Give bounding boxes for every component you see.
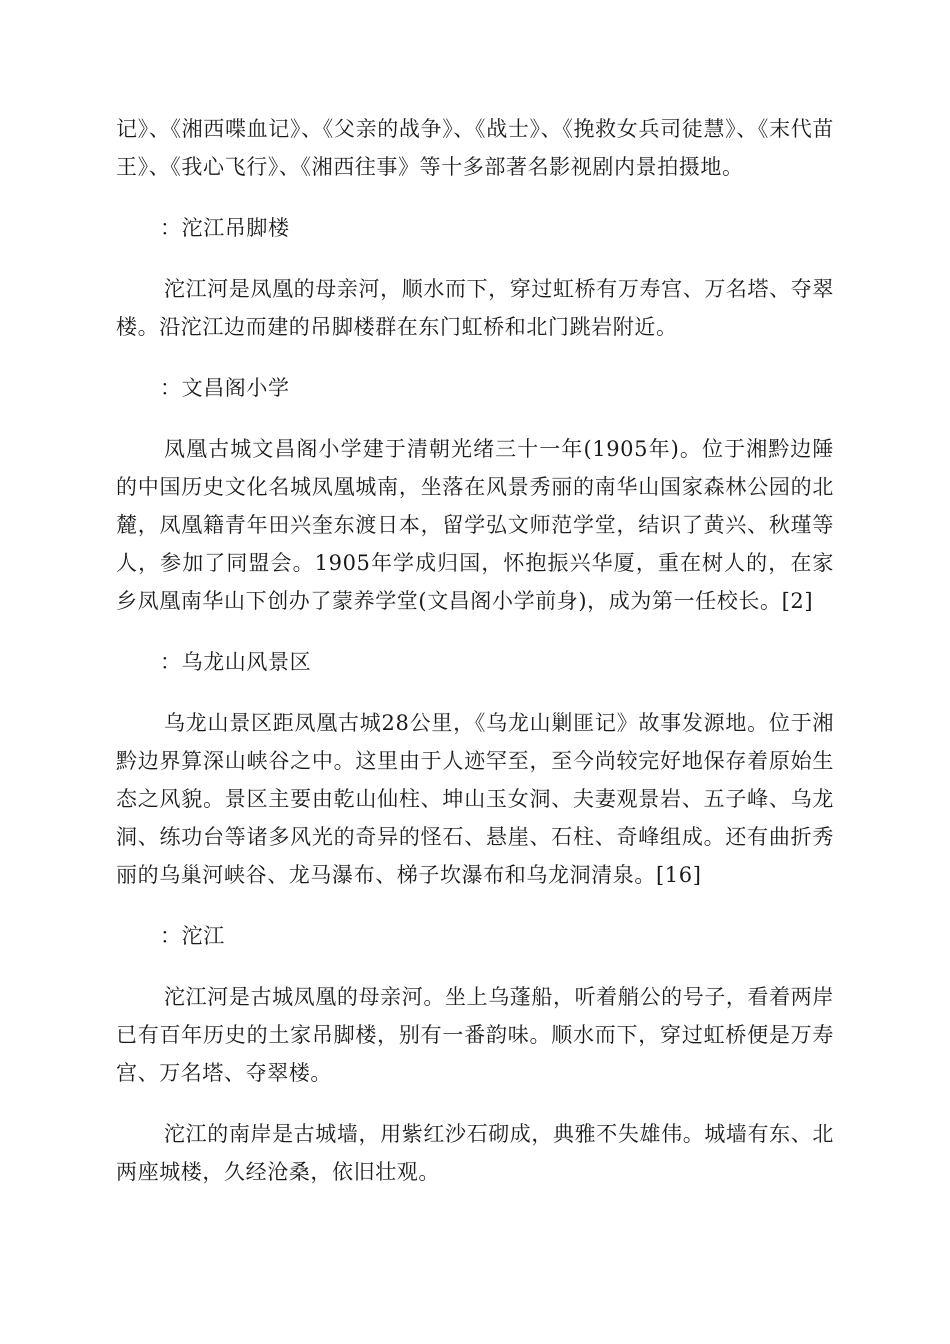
document-body bbox=[116, 110, 834, 1214]
section-heading-tuojiang-stilt-houses: ：沱江吊脚楼 bbox=[160, 216, 290, 240]
section-heading-tuojiang: ：沱江 bbox=[160, 924, 225, 948]
paragraph-wulongshan: 乌龙山景区距凤凰古城28公里，《乌龙山剿匪记》故事发源地。位于湘黔边界算深山峡谷之中。这里由于人迹罕至，至今尚较完好地保存着原始生态之风貌。景区主要由乾山仙柱、坤山玉女洞、夫妻观景岩、五子峰、乌龙洞、练功台等诸多风光的奇异的怪石、悬崖、石柱、奇峰组成。还有曲折秀丽的乌巢河峡谷、龙马瀑布、梯子坎瀑布和乌龙洞清泉。[16] bbox=[116, 711, 834, 887]
paragraph-tuojiang-river: 沱江河是古城凤凰的母亲河。坐上乌蓬船，听着艄公的号子，看着两岸已有百年历史的土家吊脚楼，别有一番韵味。顺水而下，穿过虹桥便是万寿宫、万名塔、夺翠楼。 bbox=[116, 985, 834, 1085]
paragraph-tuojiang-city-wall: 沱江的南岸是古城墙，用紫红沙石砌成，典雅不失雄伟。城墙有东、北两座城楼，久经沧桑，依旧壮观。 bbox=[116, 1122, 834, 1184]
section-heading-wenchangge-school: ：文昌阁小学 bbox=[160, 376, 290, 400]
section-heading-wulongshan: ：乌龙山风景区 bbox=[160, 650, 312, 674]
paragraph-tuojiang-stilt-houses: 沱江河是凤凰的母亲河，顺水而下，穿过虹桥有万寿宫、万名塔、夺翠楼。沿沱江边而建的吊脚楼群在东门虹桥和北门跳岩附近。 bbox=[116, 277, 834, 339]
paragraph-wenchangge-school: 凤凰古城文昌阁小学建于清朝光绪三十一年(1905年)。位于湘黔边陲的中国历史文化名城凤凰城南，坐落在风景秀丽的南华山国家森林公园的北麓，凤凰籍青年田兴奎东渡日本，留学弘文师范学堂，结识了黄兴、秋瑾等人，参加了同盟会。1905年学成归国，怀抱振兴华厦，重在树人的，在家乡凤凰南华山下创办了蒙养学堂(文昌阁小学前身)，成为第一任校长。[2] bbox=[116, 437, 834, 613]
paragraph-film-locations: 记》、《湘西喋血记》、《父亲的战争》、《战士》、《挽救女兵司徒慧》、《末代苗王》、《我心飞行》、《湘西往事》等十多部著名影视剧内景拍摄地。 bbox=[116, 117, 834, 179]
